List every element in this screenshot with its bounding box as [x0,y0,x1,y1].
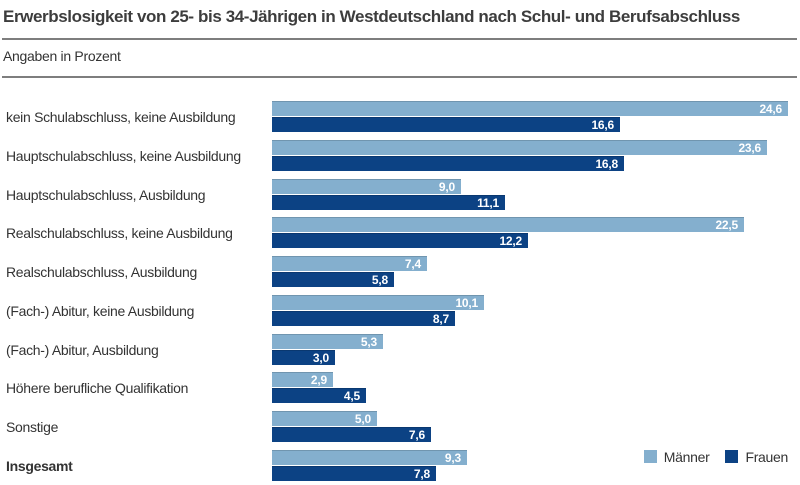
legend-label-frauen: Frauen [745,448,788,465]
legend [644,449,788,464]
legend-label-maenner: Männer [663,448,710,465]
bar-value-label: 7,6 [408,428,425,442]
bar-maenner [272,295,484,310]
bar-value-label: 3,0 [312,351,329,365]
chart-row [0,334,800,365]
bar-value-label: 9,3 [444,451,461,465]
bar-maenner [272,256,427,271]
bar-value-label: 5,0 [354,412,371,426]
bar-maenner [272,334,383,349]
category-label: Hauptschulabschluss, Ausbildung [6,186,206,203]
bar-value-label: 24,6 [759,102,782,116]
bar-value-label: 5,3 [360,335,377,349]
bar-value-label: 9,0 [438,180,455,194]
chart-row [0,101,800,132]
bar-frauen [272,350,335,365]
bar-maenner [272,101,788,116]
bar-maenner [272,179,461,194]
bar-frauen [272,427,431,442]
bar-value-label: 22,5 [715,218,738,232]
category-label: Realschulabschluss, Ausbildung [6,263,198,280]
category-label: Realschulabschluss, keine Ausbildung [6,224,233,241]
bar-value-label: 16,8 [595,157,618,171]
chart-title: Erwerbslosigkeit von 25- bis 34-Jährigen in Westdeutschland nach Schul- und Berufsabschluss [3,7,740,26]
chart-row [0,217,800,248]
bar-value-label: 16,6 [591,118,614,132]
bar-maenner [272,411,377,426]
bar-frauen [272,388,366,403]
chart-row [0,372,800,403]
category-label: Sonstige [6,418,59,435]
category-label: Hauptschulabschluss, keine Ausbildung [6,147,241,164]
bar-value-label: 4,5 [343,389,360,403]
bar-value-label: 8,7 [432,312,449,326]
bar-value-label: 12,2 [499,234,522,248]
bar-value-label: 11,1 [477,196,499,210]
bar-frauen [272,117,620,132]
chart-row [0,179,800,210]
bar-maenner [272,217,744,232]
bar-frauen [272,195,505,210]
legend-item-maenner [644,449,710,465]
bar-value-label: 2,9 [310,373,327,387]
category-label: kein Schulabschluss, keine Ausbildung [6,108,236,125]
bar-maenner [272,372,333,387]
bar-frauen [272,156,624,171]
category-label: (Fach-) Abitur, Ausbildung [6,341,159,358]
bar-value-label: 7,4 [404,257,421,271]
legend-item-frauen [725,449,788,465]
bar-value-label: 10,1 [455,296,478,310]
legend-swatch-frauen [725,450,738,463]
chart-row [0,411,800,442]
bar-frauen [272,233,528,248]
bar-maenner [272,450,467,465]
category-label: (Fach-) Abitur, keine Ausbildung [6,302,195,319]
bar-frauen [272,272,394,287]
bar-value-label: 23,6 [738,141,761,155]
bar-value-label: 7,8 [413,467,430,481]
category-label: Höhere berufliche Qualifikation [6,379,189,396]
bar-maenner [272,140,767,155]
legend-swatch-maenner [644,450,657,463]
category-label: Insgesamt [6,457,73,474]
chart-subtitle: Angaben in Prozent [3,48,121,64]
chart-row [0,140,800,171]
bar-frauen [272,311,455,326]
chart-row [0,295,800,326]
bar-frauen [272,466,436,481]
chart-row [0,256,800,287]
bar-value-label: 5,8 [371,273,388,287]
